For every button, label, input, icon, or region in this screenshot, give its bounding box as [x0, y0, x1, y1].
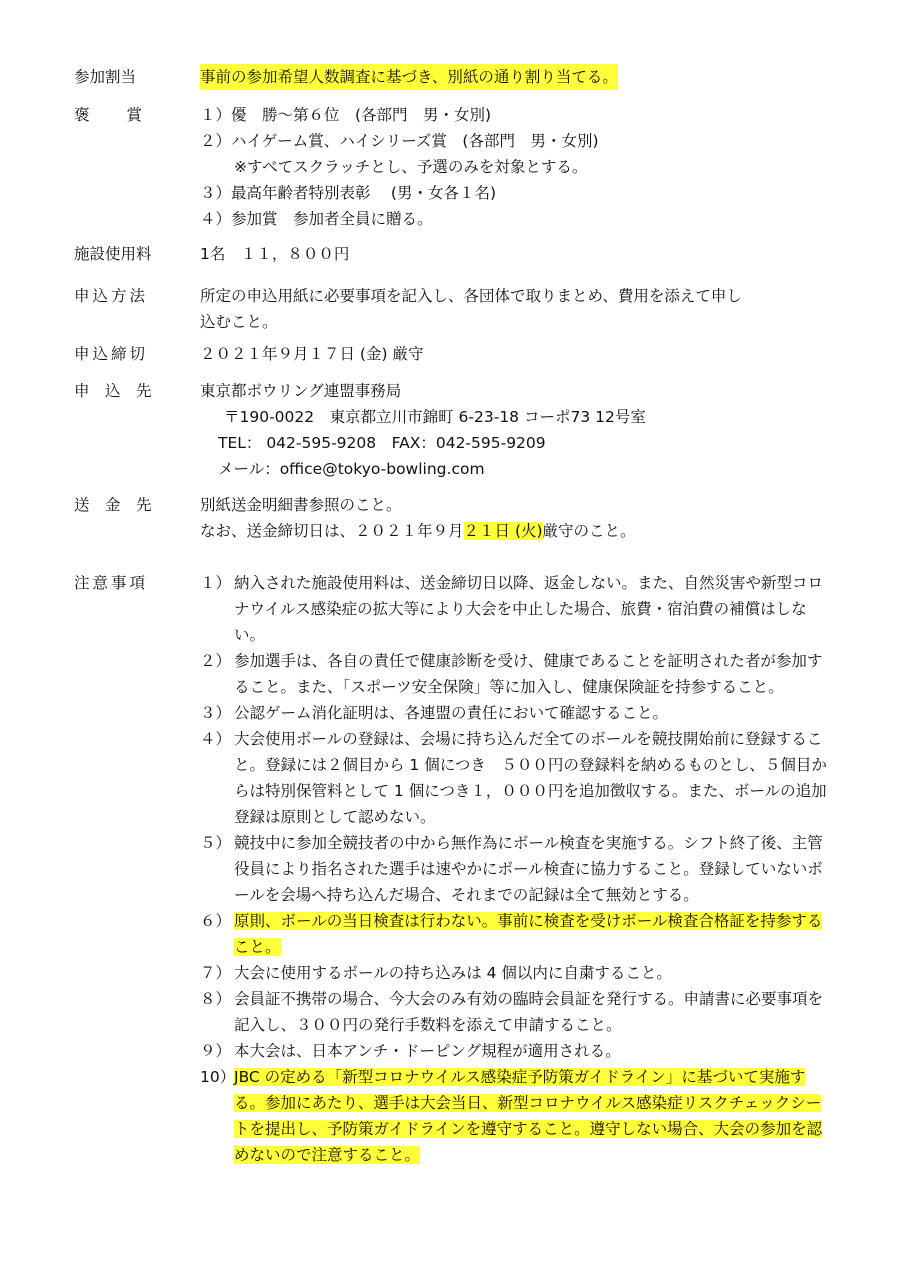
note-item	[200, 648, 830, 700]
note-number: １）	[200, 574, 232, 592]
note-text-highlighted: JBC の定める「新型コロナウイルス感染症予防策ガイドライン」に基づいて実施する。参加にあたり、選手は大会当日、新型コロナウイルス感染症リスクチェックシートを提出し、予防策ガイドラインを遵守すること。遵守しない場合、大会の参加を認めないので注意すること。	[234, 1068, 823, 1164]
phone-fax: TEL： 042-595-9208 FAX：042-595-9209	[218, 434, 546, 452]
fee-text: 1名 １１，８００円	[200, 245, 350, 263]
allocation-label: 参加割当	[74, 68, 137, 86]
note-text: 大会使用ボールの登録は、会場に持ち込んだ全てのボールを競技開始前に登録すること。登録には２個目から 1 個につき ５００円の登録料を納めるものとし、５個目からは特別保管料として 1 個につき１，０００円を追加徴収する。また、ボールの追加登録は原則として認めない。	[234, 730, 827, 826]
note-item	[200, 830, 830, 908]
notes-label: 注意事項	[74, 574, 149, 592]
awards-line: ４）参加賞 参加者全員に贈る。	[200, 210, 433, 228]
awards-line: ２）ハイゲーム賞、ハイシリーズ賞 (各部門 男・女別)	[200, 132, 599, 150]
note-item	[200, 986, 830, 1038]
method-label: 申込方法	[74, 287, 149, 305]
note-item	[200, 1038, 830, 1064]
notes-list	[200, 570, 830, 1168]
note-text: 公認ゲーム消化証明は、各連盟の責任において確認すること。	[234, 704, 669, 722]
awards-line: ３）最高年齢者特別表彰 (男・女各１名)	[200, 184, 497, 202]
awards-label: 褒 賞	[74, 106, 145, 124]
note-number: ８）	[200, 990, 232, 1008]
note-number: ５）	[200, 834, 232, 852]
deadline-text: ２０２１年９月１７日 (金) 厳守	[200, 345, 424, 363]
org-name: 東京都ボウリング連盟事務局	[200, 382, 402, 400]
remit-block	[200, 492, 840, 544]
note-number: ６）	[200, 912, 232, 930]
deadline-label: 申込締切	[74, 345, 149, 363]
remit-line1: 別紙送金明細書参照のこと。	[200, 496, 402, 514]
method-line: 所定の申込用紙に必要事項を記入し、各団体で取りまとめ、費用を添えて申し	[200, 287, 742, 305]
address: 〒190-0022 東京都立川市錦町 6-23-18 コーポ73 12号室	[224, 408, 646, 426]
note-text: 本大会は、日本アンチ・ドーピング規程が適用される。	[234, 1042, 621, 1060]
remit-line2-pre: なお、送金締切日は、２０２１年９月	[200, 522, 464, 540]
note-text: 大会に使用するボールの持ち込みは 4 個以内に自粛すること。	[234, 964, 672, 982]
note-text: 参加選手は、各自の責任で健康診断を受け、健康であることを証明された者が参加すること。また、「スポーツ安全保険」等に加入し、健康保険証を持参すること。	[234, 652, 823, 696]
remit-line2-post: 厳守のこと。	[542, 522, 636, 540]
note-item	[200, 700, 830, 726]
note-text: 会員証不携帯の場合、今大会のみ有効の臨時会員証を発行する。申請書に必要事項を記入し、３００円の発行手数料を添えて申請すること。	[234, 990, 824, 1034]
note-item	[200, 726, 830, 830]
awards-list	[200, 102, 840, 232]
method-text	[200, 283, 840, 335]
note-number: ７）	[200, 964, 232, 982]
note-text: 競技中に参加全競技者の中から無作為にボール検査を実施する。シフト終了後、主管役員により指名された選手は速やかにボール検査に協力すること。登録していないボールを会場へ持ち込んだ場合、それまでの記録は全て無効とする。	[234, 834, 823, 904]
note-number: ２）	[200, 652, 232, 670]
remit-label: 送 金 先	[74, 496, 152, 514]
note-item	[200, 908, 830, 960]
note-number: ３）	[200, 704, 232, 722]
note-number: ９）	[200, 1042, 232, 1060]
note-number: ４）	[200, 730, 232, 748]
destination-label: 申 込 先	[74, 382, 152, 400]
fee-label: 施設使用料	[74, 245, 152, 263]
email: メール：office@tokyo-bowling.com	[218, 460, 485, 478]
note-text: 納入された施設使用料は、送金締切日以降、返金しない。また、自然災害や新型コロナウイルス感染症の拡大等により大会を中止した場合、旅費・宿泊費の補償はしない。	[234, 574, 824, 644]
awards-note: ※すべてスクラッチとし、予選のみを対象とする。	[234, 158, 588, 176]
allocation-text: 事前の参加希望人数調査に基づき、別紙の通り割り当てる。	[200, 64, 618, 90]
note-item	[200, 1064, 830, 1168]
note-number: 10）	[200, 1068, 236, 1086]
awards-line: １）優 勝～第６位 (各部門 男・女別)	[200, 106, 492, 124]
method-line: 込むこと。	[200, 313, 278, 331]
remit-line2	[200, 518, 840, 544]
note-item	[200, 570, 830, 648]
note-text-highlighted: 原則、ボールの当日検査は行わない。事前に検査を受けボール検査合格証を持参すること。	[234, 912, 823, 956]
note-item	[200, 960, 830, 986]
destination-block	[200, 378, 840, 482]
remit-deadline-highlight: ２１日 (火)	[463, 522, 543, 540]
